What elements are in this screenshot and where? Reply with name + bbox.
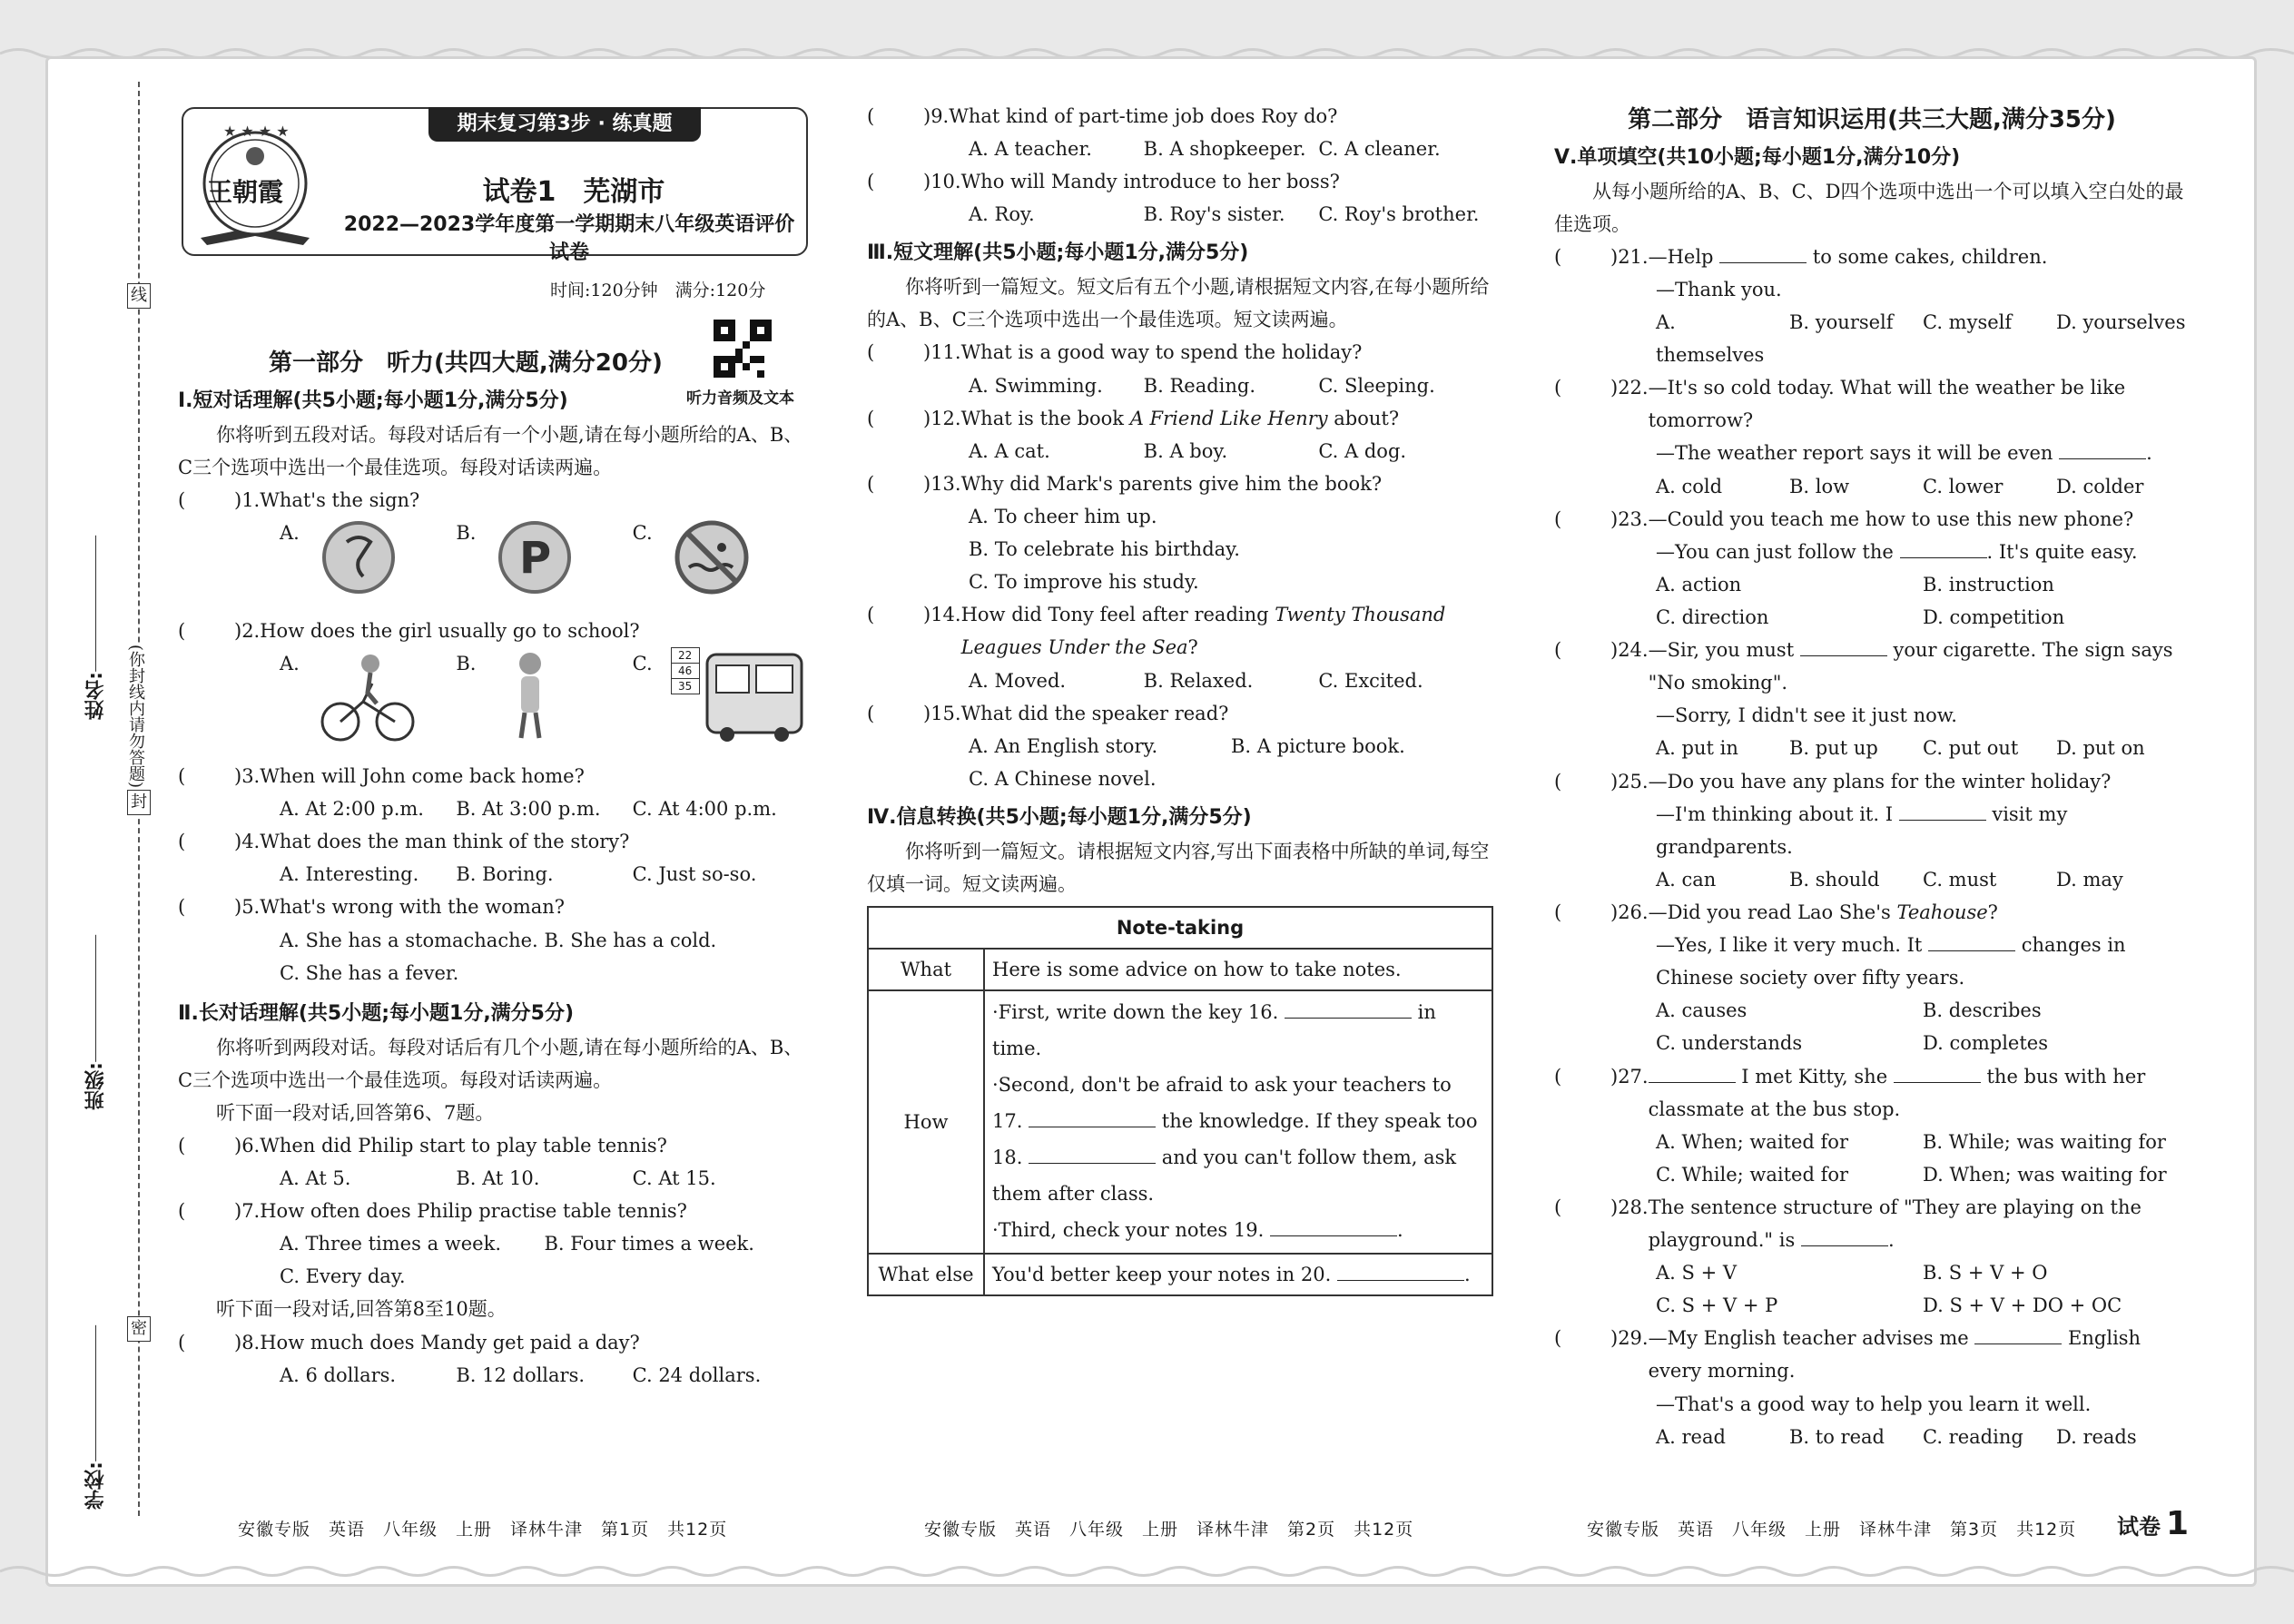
q3-options[interactable]: A. At 2:00 p.m. B. At 3:00 p.m. C. At 4:00 p.m. [280, 798, 777, 821]
question-6: ( )6. When did Philip start to play table tennis? [178, 1134, 667, 1156]
sec2-sub2: 听下面一段对话,回答第8至10题。 [216, 1298, 507, 1321]
page-footer-1: 安徽专版 英语 八年级 上册 译林牛津 第1页 共12页 [238, 1520, 728, 1540]
svg-text:P: P [519, 532, 552, 584]
name-field[interactable]: 姓名: [82, 536, 110, 720]
question-15: ( )15. What did the speaker read? [867, 702, 1229, 724]
q27-options-cd[interactable]: C. While; waited for D. When; was waiting for [1656, 1163, 2167, 1186]
page-footer-2: 安徽专版 英语 八年级 上册 译林牛津 第2页 共12页 [924, 1520, 1414, 1540]
page-footer-3: 安徽专版 英语 八年级 上册 译林牛津 第3页 共12页 [1587, 1520, 2077, 1540]
question-3: ( )3. When will John come back home? [178, 764, 585, 787]
q10-options[interactable]: A. Roy. B. Roy's sister. C. Roy's brother. [969, 203, 1480, 226]
q28-options-ab[interactable]: A. S + V B. S + V + O [1656, 1262, 2048, 1284]
q21-reply: —Thank you. [1656, 278, 1782, 300]
question-9: ( )9. What kind of part-time job does Roy do? [867, 105, 1338, 127]
question-11: ( )11. What is a good way to spend the holiday? [867, 341, 1363, 364]
question-14: ( )14. How did Tony feel after reading Twenty Thousand Leagues Under the Sea? [867, 604, 1446, 659]
binding-margin [82, 82, 163, 1516]
class-field[interactable]: 班级: [82, 935, 110, 1110]
sec4-title: Ⅳ.信息转换(共5小题;每小题1分,满分5分) [867, 806, 1252, 830]
question-24: ( )24. —Sir, you must your cigarette. The sign says "No smoking". [1554, 639, 2173, 694]
girl-walking-icon [494, 647, 566, 747]
girl-bicycle-icon [318, 647, 418, 747]
q26-options-ab[interactable]: A. causes B. describes [1656, 999, 2042, 1022]
svg-text:★ ★ ★ ★: ★ ★ ★ ★ [223, 123, 290, 140]
q4-options[interactable]: A. Interesting. B. Boring. C. Just so-so. [280, 863, 757, 886]
q7-options[interactable]: A. Three times a week. B. Four times a week. [280, 1233, 754, 1255]
row-label-what-else: What else [868, 1254, 984, 1295]
blank-20[interactable] [1337, 1279, 1464, 1281]
school-field[interactable]: 学校: [82, 1325, 110, 1510]
row-label-what: What [868, 949, 984, 990]
blank-19[interactable] [1270, 1235, 1397, 1236]
question-22: ( )22. —It's so cold today. What will the weather be like tomorrow? [1554, 377, 2126, 432]
paper-badge: 试卷 1 [2117, 1505, 2190, 1542]
part1-title: 第一部分 听力(共四大题,满分20分) [269, 349, 663, 377]
question-25: ( )25. —Do you have any plans for the winter holiday? [1554, 770, 2112, 792]
q12-options[interactable]: A. A cat. B. A boy. C. A dog. [969, 439, 1407, 462]
q1-options[interactable]: A. B. P C. [178, 517, 809, 607]
margin-char-seal: 封 [127, 790, 151, 815]
sec1-intro: 你将听到五段对话。每段对话后有一个小题,请在每小题所给的A、B、C三个选项中选出一个最佳选项。每段对话读两遍。 [178, 423, 803, 478]
paper-title: 试卷1 芜湖市 [482, 176, 665, 208]
q25-reply: —I'm thinking about it. I visit my grandparents. [1656, 802, 2068, 858]
publisher-logo [187, 120, 323, 247]
q7-option-c[interactable]: C. Every day. [280, 1265, 406, 1288]
sec2-sub1: 听下面一段对话,回答第6、7题。 [216, 1101, 495, 1124]
no-swimming-icon [671, 517, 753, 598]
blank-17[interactable] [1029, 1126, 1156, 1127]
q24-options[interactable]: A. put in B. put up C. put out D. put on [1656, 737, 2145, 760]
time-info: 时间:120分钟 满分:120分 [550, 281, 766, 300]
sec4-intro: 你将听到一篇短文。请根据短文内容,写出下面表格中所缺的单词,每空仅填一词。短文读两遍。 [867, 840, 1490, 895]
q23-options-ab[interactable]: A. action B. instruction [1656, 573, 2054, 595]
bus-icon [702, 647, 807, 747]
question-5: ( )5. What's wrong with the woman? [178, 896, 566, 919]
q22-reply: —The weather report says it will be even . [1656, 442, 2152, 465]
paper-subtitle: 2022—2023学年度第一学期期末八年级英语评价试卷 [343, 213, 795, 264]
row-else-text: You'd better keep your notes in 20. . [984, 1254, 1492, 1295]
no-swimming-sign-icon [318, 517, 399, 598]
question-26: ( )26. —Did you read Lao She's Teahouse? [1554, 901, 1998, 923]
question-2: ( )2. How does the girl usually go to school? [178, 619, 640, 642]
q15-option-c[interactable]: C. A Chinese novel. [969, 767, 1157, 790]
q22-options[interactable]: A. cold B. low C. lower D. colder [1656, 475, 2144, 497]
question-12: ( )12. What is the book A Friend Like Henry about? [867, 407, 1400, 429]
question-29: ( )29. —My English teacher advises me English every morning. [1554, 1327, 2141, 1383]
part2-title: 第二部分 语言知识运用(共三大题,满分35分) [1628, 106, 2116, 133]
question-27: ( )27. I met Kitty, she the bus with her classmate at the bus stop. [1554, 1065, 2146, 1120]
q9-options[interactable]: A. A teacher. B. A shopkeeper. C. A cleaner. [969, 138, 1441, 161]
q8-options[interactable]: A. 6 dollars. B. 12 dollars. C. 24 dollars. [280, 1363, 762, 1386]
sec2-intro: 你将听到两段对话。每段对话后有几个小题,请在每小题所给的A、B、C三个选项中选出一个最佳选项。每段对话读两遍。 [178, 1036, 803, 1091]
bus-stop-number: 46 [672, 664, 699, 679]
q23-reply: —You can just follow the . It's quite easy. [1656, 540, 2138, 563]
question-13: ( )13. Why did Mark's parents give him the book? [867, 472, 1383, 495]
row-label-how: How [868, 990, 984, 1253]
q13-option-c[interactable]: C. To improve his study. [969, 571, 1199, 594]
logo-text: 王朝霞 [207, 177, 284, 207]
q14-options[interactable]: A. Moved. B. Relaxed. C. Excited. [969, 669, 1423, 692]
blank-16[interactable] [1285, 1017, 1412, 1019]
sec3-title: Ⅲ.短文理解(共5小题;每小题1分,满分5分) [867, 241, 1249, 265]
column-1 [178, 343, 809, 1392]
bus-stop-number: 22 [672, 648, 699, 664]
q28-options-cd[interactable]: C. S + V + P D. S + V + DO + OC [1656, 1294, 2122, 1317]
banner: 期末复习第3步 · 练真题 [428, 107, 701, 142]
q13-option-a[interactable]: A. To cheer him up. [969, 506, 1157, 528]
bus-stop-number: 35 [678, 679, 693, 693]
question-23: ( )23. —Could you teach me how to use this new phone? [1554, 507, 2134, 530]
sec5-title: Ⅴ.单项填空(共10小题;每小题1分,满分10分) [1554, 145, 1961, 169]
q25-options[interactable]: A. can B. should C. must D. may [1656, 868, 2123, 891]
q15-options[interactable]: A. An English story. B. A picture book. [969, 734, 1405, 757]
q2-options[interactable]: A. B. C. 22 46 35 [178, 647, 809, 754]
q24-reply: —Sorry, I didn't see it just now. [1656, 704, 1957, 727]
exam-header [182, 107, 808, 264]
qr-caption: 听力音频及文本 [686, 389, 794, 408]
question-8: ( )8. How much does Mandy get paid a day? [178, 1331, 640, 1353]
blank-18[interactable] [1029, 1162, 1156, 1164]
q5-option-c[interactable]: C. She has a fever. [280, 961, 459, 984]
sec3-intro: 你将听到一篇短文。短文后有五个小题,请根据短文内容,在每小题所给的A、B、C三个选项中选出一个最佳选项。短文读两遍。 [867, 276, 1490, 331]
q13-option-b[interactable]: B. To celebrate his birthday. [969, 538, 1240, 561]
parking-sign-icon [494, 517, 576, 598]
question-10: ( )10. Who will Mandy introduce to her boss? [867, 171, 1340, 193]
bottom-wavy-border [0, 1563, 2294, 1580]
column-2 [867, 100, 1493, 1296]
q21-options[interactable]: A. themselves B. yourself C. myself D. yourselves [1656, 310, 2186, 367]
q29-options[interactable]: A. read B. to read C. reading D. reads [1656, 1425, 2137, 1448]
q26-reply: —Yes, I like it very much. It changes in Chinese society over fifty years. [1656, 934, 2126, 989]
q27-options-ab[interactable]: A. When; waited for B. While; was waiting for [1656, 1130, 2166, 1153]
margin-char-line: 线 [127, 283, 151, 309]
sec5-intro: 从每小题所给的A、B、C、D四个选项中选出一个可以填入空白处的最佳选项。 [1554, 180, 2184, 235]
sec1-title: Ⅰ.短对话理解(共5小题;每小题1分,满分5分) [178, 389, 568, 412]
q23-options-cd[interactable]: C. direction D. competition [1656, 605, 2065, 628]
q11-options[interactable]: A. Swimming. B. Reading. C. Sleeping. [969, 374, 1435, 397]
question-7: ( )7. How often does Philip practise table tennis? [178, 1200, 687, 1223]
margin-char-secret: 密 [127, 1316, 151, 1342]
q26-options-cd[interactable]: C. understands D. completes [1656, 1032, 2048, 1055]
column-3 [1554, 100, 2190, 1453]
row-what-text: Here is some advice on how to take notes. [984, 949, 1492, 990]
q29-reply: —That's a good way to help you learn it well. [1656, 1393, 2092, 1415]
q5-options[interactable]: A. She has a stomachache. B. She has a cold. [280, 929, 717, 951]
q6-options[interactable]: A. At 5. B. At 10. C. At 15. [280, 1167, 716, 1190]
note-taking-table [867, 906, 1493, 1296]
question-1: ( )1. What's the sign? [178, 488, 420, 511]
row-how-text: ·First, write down the key 16. in time. ·Second, don't be afraid to ask your teachers to 17. the knowledge. If they speak too 18. and you can't follow them, ask them after class. ·Third, check your notes 19. . [984, 990, 1492, 1253]
table-heading: Note-taking [868, 907, 1492, 949]
sec2-title: Ⅱ.长对话理解(共5小题;每小题1分,满分5分) [178, 1001, 575, 1025]
margin-note: (你封线内请勿答题) [122, 645, 149, 788]
question-21: ( )21. —Help to some cakes, children. [1554, 245, 2048, 268]
question-4: ( )4. What does the man think of the story? [178, 831, 630, 853]
question-28: ( )28. The sentence structure of "They are playing on the playground." is . [1554, 1196, 2141, 1252]
